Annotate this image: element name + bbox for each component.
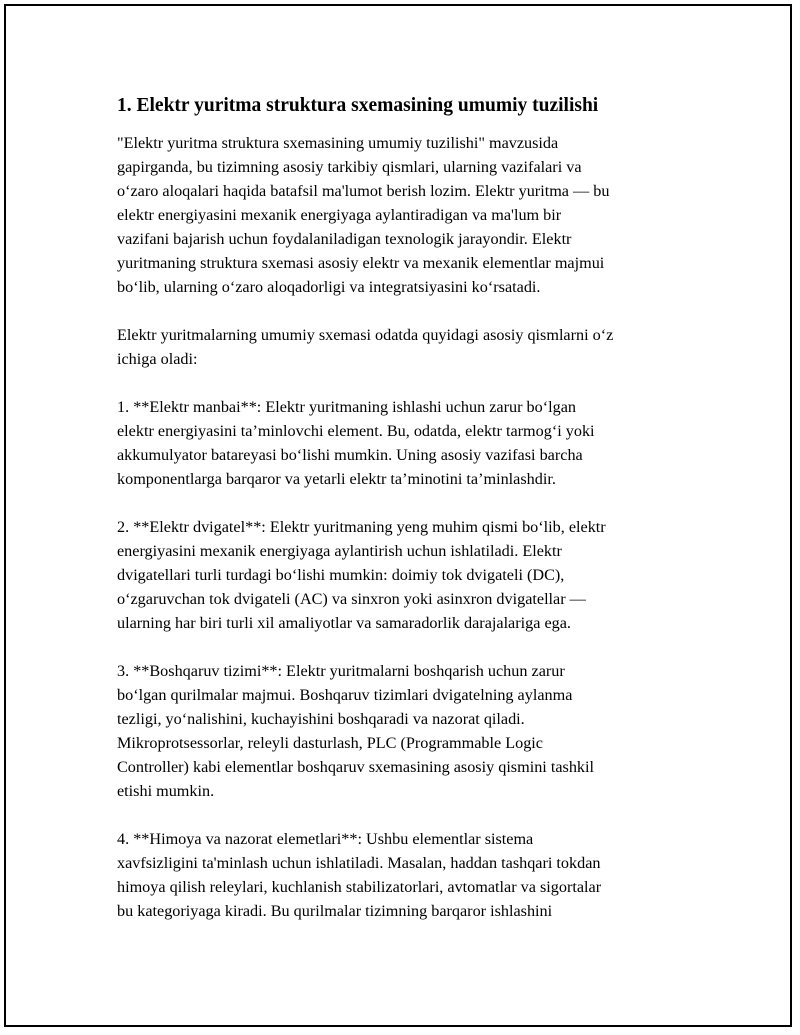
section-heading: 1. Elektr yuritma struktura sxemasining umumiy tuzilishi: [117, 95, 599, 116]
list-item-protection-elements: 4. **Himoya va nazorat elemetlari**: Ushbu elementlar sistema xavfsizligini ta'minlash uchun ishlatiladi. Masalan, haddan tashqari tokdan himoya qilish releylari, kuchlanish stabilizatorlari, avtomatlar va sigortalar bu kategoriyaga kiradi. Bu qurilmalar tizimning barqaror ishlashini: [117, 830, 602, 920]
paragraph-overview: Elektr yuritmalarning umumiy sxemasi odatda quyidagi asosiy qismlarni o‘z ichiga oladi:: [117, 326, 614, 368]
list-item-power-source: 1. **Elektr manbai**: Elektr yuritmaning ishlashi uchun zarur bo‘lgan elektr energiyasini ta’minlovchi element. Bu, odatda, elektr tarmog‘i yoki akkumulyator batareyasi bo‘lishi mumkin. Uning asosiy vazifasi barcha komponentlarga barqaror va yetarli elektr ta’minotini ta’minlashdir.: [117, 398, 595, 488]
document-body: [117, 93, 692, 947]
paragraph-intro: "Elektr yuritma struktura sxemasining umumiy tuzilishi" mavzusida gapirganda, bu tizimning asosiy tarkibiy qismlari, ularning vazifalari va o‘zaro aloqalari haqida batafsil ma'lumot berish lozim. Elektr yuritma — bu elektr energiyasini mexanik energiyaga aylantiradigan va ma'lum bir vazifani bajarish uchun foydalaniladigan texnologik jarayondir. Elektr yuritmaning struktura sxemasi asosiy elektr va mexanik elementlar majmui bo‘lib, ularning o‘zaro aloqadorligi va integratsiyasini ko‘rsatadi.: [117, 134, 610, 296]
list-item-electric-motor: 2. **Elektr dvigatel**: Elektr yuritmaning yeng muhim qismi bo‘lib, elektr energiyasini mexanik energiyaga aylantirish uchun ishlatiladi. Elektr dvigatellari turli turdagi bo‘lishi mumkin: doimiy tok dvigateli (DC), o‘zgaruvchan tok dvigateli (AC) va sinxron yoki asinxron dvigatellar — ularning har biri turli xil amaliyotlar va samaradorlik darajalariga ega.: [117, 518, 606, 632]
list-item-control-system: 3. **Boshqaruv tizimi**: Elektr yuritmalarni boshqarish uchun zarur bo‘lgan qurilmalar majmui. Boshqaruv tizimlari dvigatelning aylanma tezligi, yo‘nalishini, kuchayishini boshqaradi va nazorat qiladi. Mikroprotsessorlar, releyli dasturlash, PLC (Programmable Logic Controller) kabi elementlar boshqaruv sxemasining asosiy qismini tashkil etishi mumkin.: [117, 662, 595, 800]
